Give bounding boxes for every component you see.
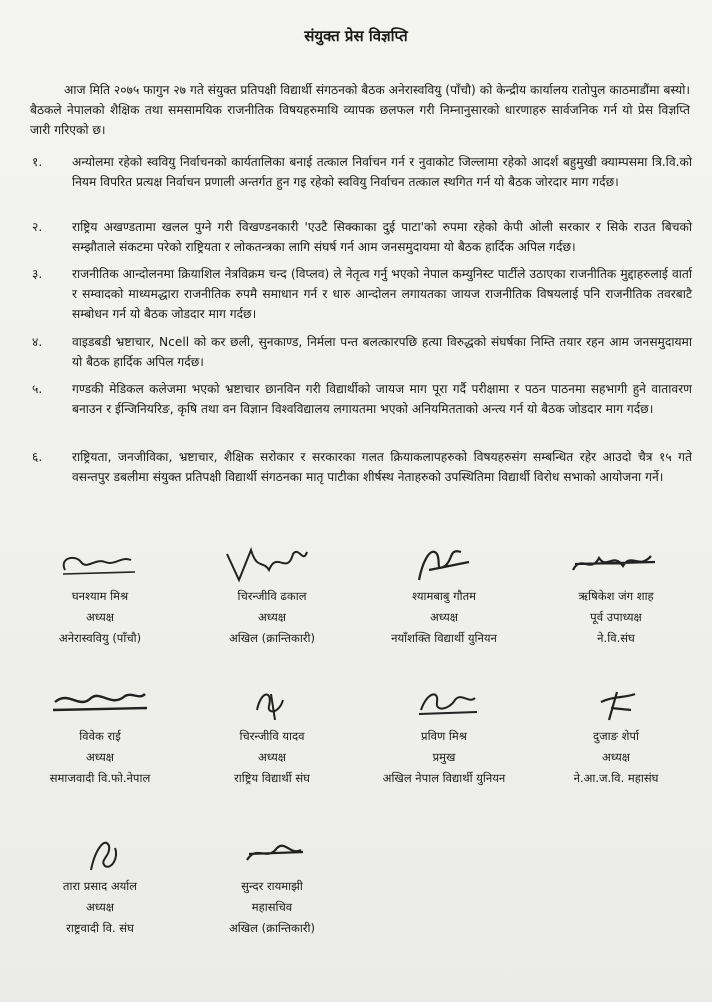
item-text: राजनीतिक आन्दोलनमा क्रियाशिल नेत्रविक्रम चन्द (विप्लव) ले नेतृत्व गर्नु भएको नेपाल कम्युनिस्ट पार्टीले उठाएका राजनीतिक मुद्दाहरुलाई वार्ता र सम्वादको माध्यमद्धारा राजनीतिक रुपमै समाधान गर्न र धारु आन्दोलन लगायतका जायज राजनीतिक विषयलाई पनि राजनीतिक तवरबाटै सम्बोधन गर्न यो बैठक जोडदार माग गर्दछ। (72, 267, 692, 321)
signatory-name: श्यामबाबु गौतम (411, 589, 477, 603)
item-number: २. (32, 220, 43, 234)
handwritten-signature-icon (379, 680, 509, 724)
signatory (186, 830, 358, 939)
list-item (24, 152, 692, 217)
item-number: ३. (32, 267, 43, 281)
signatory-org: नयाँशक्ति विद्यार्थी युनियन (391, 631, 497, 645)
signatory-role: अध्यक्ष (257, 610, 287, 624)
intro-paragraph: आज मिति २०७५ फागुन २७ गते संयुक्त प्रतिपक्षी विद्यार्थी संगठनको बैठक अनेरास्ववियु (पाँचौ) को केन्द्रीय कार्यालय रातोपुल काठमाडौंमा बस्यो। बैठकले नेपालको शैक्षिक तथा समसामयिक राजनीतिक विषयहरुमाथि व्यापक छलफल गरी निम्नानुसारको धारणाहरु सार्वजनिक गर्न यो प्रेस विज्ञप्ति जारी गरिएको छ। (30, 83, 690, 137)
document-title: संयुक्त प्रेस विज्ञप्ति (304, 27, 408, 45)
handwritten-signature-icon (35, 540, 165, 584)
signatory-role: अध्यक्ष (429, 610, 459, 624)
item-text: गण्डकी मेडिकल कलेजमा भएको भ्रष्टाचार छानविन गरी विद्यार्थीको जायज माग पूरा गर्दै परीक्षामा र पठन पाठनमा सहभागी हुने वातावरण बनाउन र ईन्जिनियरिङ, कृषि तथा वन विज्ञान विश्वविद्यालय लगायतमा भएको अनियमितताको अन्त्य गर्न यो बैठक जोडदार माग गर्दछ। (72, 382, 692, 416)
item-number: ६. (32, 450, 43, 464)
signatories-block (14, 540, 704, 970)
signatory-org: अनेरास्ववियु (पाँचौ) (58, 631, 142, 645)
list-item (24, 379, 692, 447)
signatory (186, 680, 358, 789)
handwritten-signature-icon (551, 540, 681, 584)
signatory-role: महासचिव (251, 900, 293, 914)
list-item (24, 447, 692, 513)
handwritten-signature-icon (379, 540, 509, 584)
signatory-org: ने.वि.संघ (597, 631, 635, 645)
item-number: १. (32, 155, 43, 169)
signatory-org: राष्ट्रिय विद्यार्थी संघ (234, 771, 310, 785)
signatory-role: अध्यक्ष (85, 610, 115, 624)
signatory-org: अखिल नेपाल विद्यार्थी युनियन (382, 771, 506, 785)
signatory-role: अध्यक्ष (601, 750, 631, 764)
item-text: राष्ट्रिय अखण्डतामा खलल पुग्ने गरी विखण्डनकारी 'एउटै सिक्काका दुई पाटा'को रुपमा रहेको केपी ओली सरकार र सिके राउत बिचको सम्झौताले संकटमा परेको राष्ट्रियता र लोकतन्त्रका लागि संघर्ष गर्न आम जनसमुदायमा यो बैठक हार्दिक अपिल गर्दछ। (72, 220, 692, 254)
item-text: राष्ट्रियता, जनजीविका, भ्रष्टाचार, शैक्षिक सरोकार र सरकारका गलत क्रियाकलापहरुको विषयहरुसंग सम्बन्धित रहेर आउदो चैत्र १५ गते वसन्तपुर डबलीमा संयुक्त प्रतिपक्षी विद्यार्थी संगठनका मातृ पाटीका शीर्षस्थ नेताहरुको उपस्थितिमा विद्यार्थी विरोध सभाको आयोजना गर्ने। (72, 450, 692, 484)
signatory-name: तारा प्रसाद अर्याल (62, 879, 138, 893)
signatory-name: ऋषिकेश जंग शाह (578, 589, 654, 603)
signatory (358, 540, 530, 649)
signatory-role: अध्यक्ष (85, 900, 115, 914)
list-item (24, 264, 692, 332)
signatory (530, 540, 702, 649)
resolution-list (24, 152, 692, 513)
signatory (186, 540, 358, 649)
item-text: वाइडबडी भ्रष्टाचार, Ncell को कर छली, सुनकाण्ड, निर्मला पन्त बलत्कारपछि हत्या विरुद्धको संघर्षका निम्ति तयार रहन आम जनसमुदायमा यो बैठक हार्दिक अपिल गर्दछ। (72, 335, 692, 369)
signature-row (14, 830, 704, 970)
list-item (24, 332, 692, 379)
handwritten-signature-icon (207, 540, 337, 584)
signatory-name: चिरन्जीवि ढकाल (237, 589, 307, 603)
handwritten-signature-icon (35, 830, 165, 874)
signature-row (14, 540, 704, 680)
signatory-org: समाजवादी वि.फो.नेपाल (49, 771, 151, 785)
signatory-name: सुन्दर रायमाझी (241, 879, 303, 893)
signatory-org: अखिल (क्रान्तिकारी) (229, 921, 315, 935)
item-text: अन्योलमा रहेको स्ववियु निर्वाचनको कार्यतालिका बनाई तत्काल निर्वाचन गर्न र नुवाकोट जिल्लामा रहेको आदर्श बहुमुखी क्याम्पसमा त्रि.वि.को नियम विपरित प्रत्यक्ष निर्वाचन प्रणाली अन्तर्गत हुन गइ रहेको स्ववियु निर्वाचन तत्काल स्थगित गर्न यो बैठक जोरदार माग गर्दछ। (72, 155, 692, 189)
signatory-org: ने.आ.ज.वि. महासंघ (573, 771, 659, 785)
handwritten-signature-icon (207, 830, 337, 874)
signatory (358, 680, 530, 789)
list-item (24, 217, 692, 264)
handwritten-signature-icon (551, 680, 681, 724)
signatory-name: चिरन्जीवि यादव (239, 729, 305, 743)
signatory-role: अध्यक्ष (85, 750, 115, 764)
handwritten-signature-icon (207, 680, 337, 724)
signatory-name: घनश्याम मिश्र (71, 589, 129, 603)
signatory-role: पूर्व उपाध्यक्ष (590, 610, 642, 624)
signatory-name: दुजाङ शेर्पा (593, 729, 639, 743)
signatory-name: विवेक राई (79, 729, 121, 743)
signatory (14, 680, 186, 789)
signature-row (14, 680, 704, 830)
item-number: ४. (32, 335, 43, 349)
signatory-name: प्रविण मिश्र (421, 729, 467, 743)
signatory-role: प्रमुख (432, 750, 456, 764)
handwritten-signature-icon (35, 680, 165, 724)
signatory (530, 680, 702, 789)
item-number: ५. (32, 382, 43, 396)
signatory (14, 540, 186, 649)
signatory (14, 830, 186, 939)
signatory-org: राष्ट्रवादी वि. संघ (66, 921, 134, 935)
signatory-org: अखिल (क्रान्तिकारी) (229, 631, 315, 645)
signatory-role: अध्यक्ष (257, 750, 287, 764)
